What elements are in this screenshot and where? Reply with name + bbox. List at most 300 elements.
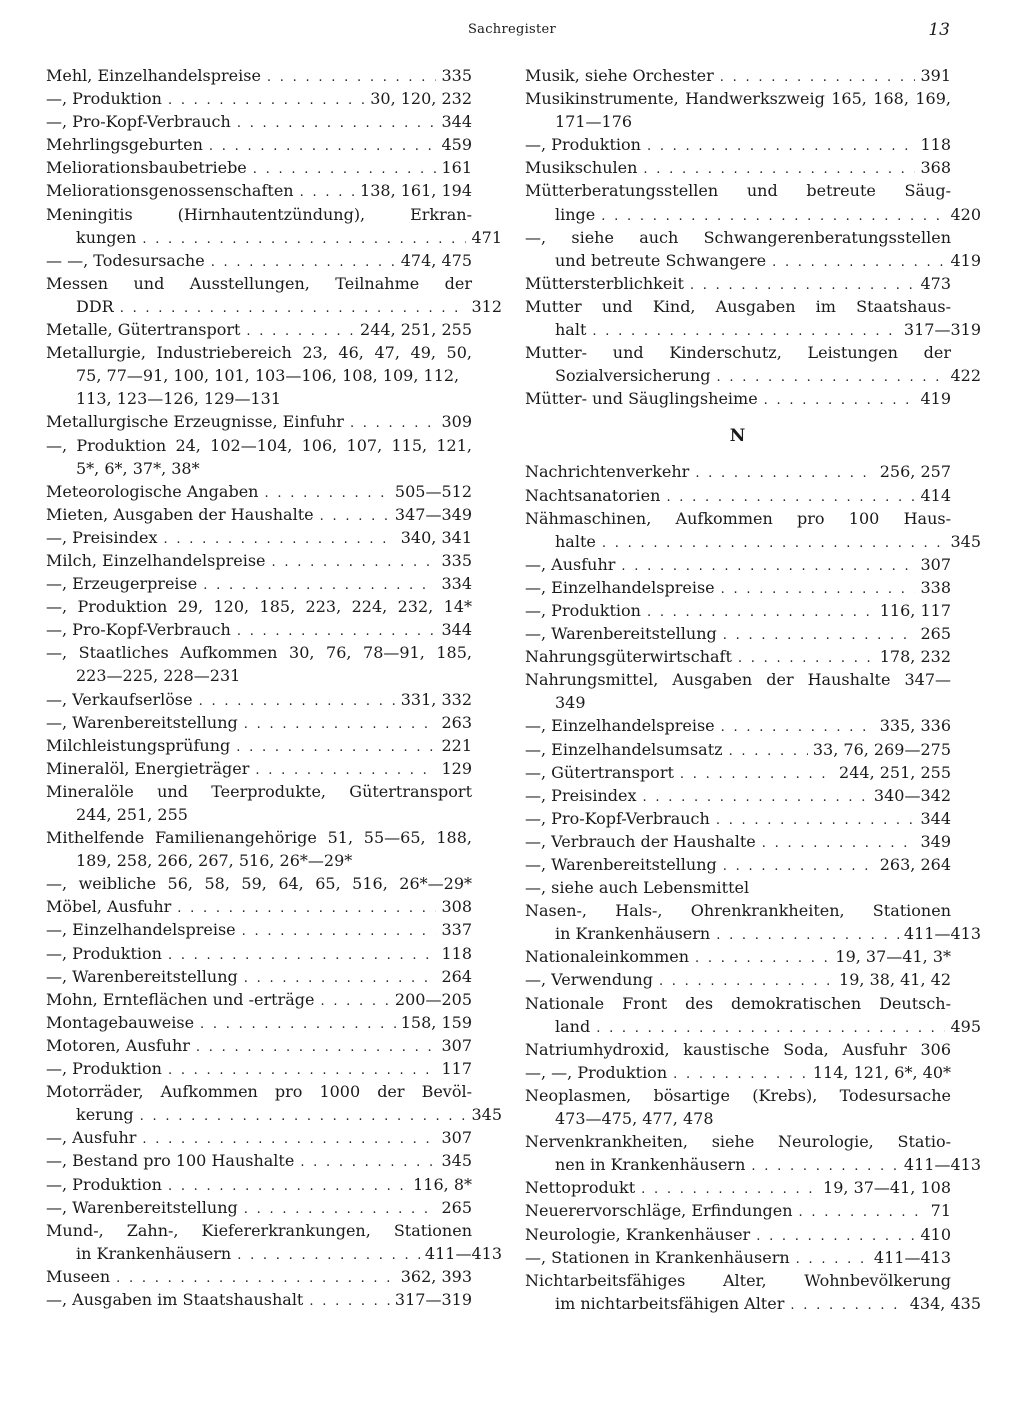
index-entry (46, 895, 472, 918)
entry-term: —, Einzelhandelspreise (525, 577, 715, 597)
index-entry (46, 1011, 472, 1034)
index-entry (46, 734, 472, 757)
dot-leader (772, 251, 945, 274)
dot-leader (680, 763, 834, 786)
entry-term: Nähmaschinen, Aufkommen pro 100 Haus- (525, 508, 951, 528)
entry-pages: 312 (471, 296, 502, 316)
entry-pages: 307 (441, 1128, 472, 1148)
dot-leader (723, 855, 875, 878)
index-entry (525, 1292, 981, 1315)
entry-pages: 337 (441, 920, 472, 940)
index-entry-line: —, siehe auch Lebensmittel (525, 878, 750, 898)
entry-term: linge (555, 204, 596, 224)
entry-term: Mutter und Kind, Ausgaben im Staatshaus- (525, 296, 951, 316)
entry-term: Metallurgische Erzeugnisse, Einfuhr (46, 412, 344, 432)
dot-leader (799, 1201, 926, 1224)
dot-leader (659, 970, 834, 993)
entry-term: —, Produktion (525, 135, 641, 155)
index-entry-line (46, 872, 472, 895)
dot-leader (716, 924, 899, 947)
entry-term: —, Preisindex (46, 527, 158, 547)
entry-term: Nahrungsmittel, Ausgaben der Haushalte 347— (525, 670, 951, 690)
entry-pages: 473 (920, 273, 951, 293)
entry-term: —, Einzelhandelspreise (525, 716, 715, 736)
index-entry (46, 249, 472, 272)
index-entry-line (525, 226, 951, 249)
index-entry (46, 64, 472, 87)
dot-leader (621, 555, 915, 578)
entry-pages: 349 (920, 831, 951, 851)
entry-term: Nachrichtenverkehr (525, 462, 690, 482)
entry-term: —, Verwendung (525, 970, 653, 990)
entry-pages: 495 (950, 1016, 981, 1036)
entry-pages: 256, 257 (879, 462, 951, 482)
entry-term: Mehrlingsgeburten (46, 135, 203, 155)
entry-pages: 308 (441, 897, 472, 917)
index-continuation-line: 5*, 6*, 37*, 38* (76, 458, 200, 478)
entry-pages: 335, 336 (879, 716, 951, 736)
entry-term: —, Warenbereitstellung (525, 624, 717, 644)
index-entry (525, 853, 951, 876)
entry-term: Natriumhydroxid, kaustische Soda, Ausfuhr 306 (525, 1039, 951, 1059)
entry-pages: 474, 475 (400, 250, 472, 270)
entry-term: —, siehe auch Schwangerenberatungsstellen (525, 227, 951, 247)
dot-leader (320, 990, 389, 1013)
dot-leader (164, 528, 396, 551)
index-entry-line (46, 341, 472, 364)
index-entry (46, 110, 472, 133)
entry-term: kungen (76, 227, 137, 247)
entry-term: halte (555, 531, 596, 551)
index-entry-line (525, 668, 951, 691)
dot-leader (244, 1198, 437, 1221)
index-entry-line (525, 1130, 951, 1153)
entry-term: Motorräder, Aufkommen pro 1000 der Bevöl- (46, 1082, 472, 1102)
entry-term: Meliorationsbaubetriebe (46, 158, 247, 178)
index-entry (525, 553, 951, 576)
dot-leader (596, 1017, 945, 1040)
index-entry (525, 272, 951, 295)
index-entry (525, 1199, 951, 1222)
entry-pages: 265 (441, 1197, 472, 1217)
index-entry-line (46, 1080, 472, 1103)
index-entry (525, 576, 951, 599)
dot-leader (246, 320, 355, 343)
index-entry-line (525, 179, 951, 202)
entry-term: Mütter- und Säuglingsheime (525, 389, 758, 409)
entry-term: Nahrungsgüterwirtschaft (525, 647, 732, 667)
entry-pages: 340—342 (873, 785, 951, 805)
entry-term: Metallurgie, Industriebereich 23, 46, 47, 49, 50, (46, 343, 472, 363)
dot-leader (647, 135, 916, 158)
dot-leader (695, 947, 830, 970)
index-entry (46, 1242, 502, 1265)
index-entry (46, 757, 472, 780)
index-entry-line (525, 899, 951, 922)
index-entry (525, 784, 951, 807)
index-entry (46, 1126, 472, 1149)
dot-leader (721, 578, 916, 601)
entry-term: in Krankenhäusern (76, 1243, 232, 1263)
index-entry-line (525, 295, 951, 318)
entry-term: Nasen-, Hals-, Ohrenkrankheiten, Stationen (525, 901, 951, 921)
index-entry-line (46, 203, 472, 226)
entry-pages: 471 (471, 227, 502, 247)
dot-leader (272, 551, 437, 574)
dot-leader (756, 1225, 915, 1248)
entry-pages: 19, 38, 41, 42 (839, 970, 951, 990)
entry-pages: 340, 341 (400, 527, 472, 547)
index-entry (46, 965, 472, 988)
index-entry (525, 622, 951, 645)
index-entry (46, 526, 472, 549)
entry-pages: 331, 332 (400, 689, 472, 709)
entry-term: Neuerervorschläge, Erfindungen (525, 1201, 793, 1221)
entry-pages: 265 (920, 624, 951, 644)
index-entry (525, 133, 951, 156)
entry-term: Meningitis (Hirnhautentzündung), Erkran- (46, 204, 472, 224)
entry-term: Nachtsanatorien (525, 485, 661, 505)
index-entry-line (46, 595, 472, 618)
dot-leader (721, 716, 875, 739)
dot-leader (199, 690, 396, 713)
index-entry-line (46, 1219, 472, 1242)
dot-leader (177, 897, 436, 920)
entry-pages: 362, 393 (400, 1266, 472, 1286)
dot-leader (140, 1105, 467, 1128)
entry-pages: 129 (441, 758, 472, 778)
index-entry (46, 618, 472, 641)
entry-term: in Krankenhäusern (555, 924, 711, 944)
entry-pages: 411—413 (873, 1247, 951, 1267)
page-number: 13 (928, 20, 950, 40)
entry-term: Motoren, Ausfuhr (46, 1035, 190, 1055)
entry-term: Metalle, Gütertransport (46, 320, 241, 340)
entry-term: halt (555, 320, 587, 340)
index-entry (46, 688, 472, 711)
index-entry (525, 830, 951, 853)
index-entry (525, 807, 951, 830)
entry-term: —, Produktion (46, 943, 162, 963)
entry-term: Nichtarbeitsfähiges Alter, Wohnbevölkerung (525, 1270, 951, 1290)
entry-pages: 263, 264 (879, 855, 951, 874)
index-column-left (46, 64, 502, 1311)
dot-leader (602, 532, 946, 555)
dot-leader (142, 1128, 436, 1151)
index-entry (46, 1288, 472, 1311)
dot-leader (695, 462, 874, 485)
dot-leader (320, 505, 390, 528)
index-entry (46, 410, 472, 433)
index-entry (525, 1223, 951, 1246)
index-entry (525, 460, 951, 483)
entry-term: und betreute Schwangere (555, 250, 767, 270)
entry-pages: 344 (441, 112, 472, 132)
entry-term: Meteorologische Angaben (46, 481, 259, 501)
entry-term: —, Preisindex (525, 785, 637, 805)
index-entry (46, 87, 472, 110)
entry-term: —, Ausfuhr (46, 1128, 137, 1148)
entry-term: —, Stationen in Krankenhäusern (525, 1247, 790, 1267)
dot-leader (309, 1290, 390, 1313)
entry-term: Mithelfende Familienangehörige 51, 55—65, 188, (46, 828, 472, 848)
dot-leader (762, 832, 916, 855)
dot-leader (647, 601, 875, 624)
entry-pages: 338 (920, 577, 951, 597)
dot-leader (601, 205, 945, 228)
entry-term: Meliorationsgenossenschaften (46, 181, 294, 201)
index-entry-line (46, 780, 472, 803)
entry-term: Milch, Einzelhandelspreise (46, 550, 266, 570)
dot-leader (237, 1244, 420, 1267)
entry-term: —, Einzelhandelspreise (46, 920, 236, 940)
index-entry (46, 918, 472, 941)
index-entry (46, 1034, 472, 1057)
dot-leader (673, 1063, 808, 1086)
entry-pages: 114, 121, 6*, 40* (812, 1062, 951, 1082)
entry-pages: 116, 117 (879, 600, 951, 620)
dot-leader (790, 1294, 904, 1317)
entry-pages: 161 (441, 158, 472, 178)
index-entry-line (525, 1038, 951, 1061)
index-entry (525, 599, 951, 622)
index-entry (525, 945, 951, 968)
index-entry-line (525, 992, 951, 1015)
dot-leader (300, 181, 355, 204)
dot-leader (764, 389, 916, 412)
index-continuation-line: 223—225, 228—231 (76, 666, 241, 686)
index-entry (46, 480, 472, 503)
index-continuation-line: 244, 251, 255 (76, 805, 188, 824)
dot-leader (666, 486, 915, 509)
entry-pages: 33, 76, 269—275 (812, 739, 951, 759)
entry-pages: 244, 251, 255 (839, 762, 951, 782)
entry-pages: 414 (920, 485, 951, 505)
index-continuation-line: 75, 77—91, 100, 101, 103—106, 108, 109, 112, (76, 366, 460, 386)
entry-term: Museen (46, 1266, 111, 1286)
dot-leader (168, 1175, 408, 1198)
entry-term: —, Pro-Kopf-Verbrauch (525, 808, 710, 828)
index-entry (46, 179, 472, 202)
entry-term: Mutter- und Kinderschutz, Leistungen der (525, 343, 951, 363)
dot-leader (267, 66, 437, 89)
entry-term: Nationale Front des demokratischen Deutsch- (525, 993, 951, 1013)
entry-pages: 391 (920, 66, 951, 85)
entry-term: Sozialversicherung (555, 366, 711, 386)
dot-leader (244, 967, 437, 990)
entry-term: Mineralöle und Teerprodukte, Gütertransport (46, 781, 472, 801)
index-entry-line (525, 1084, 951, 1107)
index-entry (525, 249, 981, 272)
index-entry (525, 1246, 951, 1269)
entry-pages: 116, 8* (413, 1174, 472, 1194)
section-letter-heading: N (729, 426, 747, 447)
page-header (0, 22, 1024, 44)
entry-term: — —, Todesursache (46, 250, 205, 270)
entry-term: —, Warenbereitstellung (46, 1197, 238, 1217)
index-entry (525, 645, 951, 668)
entry-pages: 411—413 (903, 924, 981, 944)
dot-leader (264, 482, 389, 505)
entry-term: —, Produktion (46, 1174, 162, 1194)
entry-pages: 317—319 (394, 1289, 472, 1309)
index-entry (46, 1265, 472, 1288)
index-entry (525, 968, 951, 991)
index-entry (46, 503, 472, 526)
entry-pages: 158, 159 (400, 1012, 472, 1032)
index-entry (525, 530, 981, 553)
entry-term: —, Produktion 24, 102—104, 106, 107, 115, 121, (46, 435, 472, 455)
index-entry (46, 318, 472, 341)
entry-term: Musik, siehe Orchester (525, 66, 714, 85)
entry-pages: 344 (441, 620, 472, 640)
index-entry (46, 133, 472, 156)
entry-pages: 71 (930, 1201, 951, 1221)
index-entry (46, 1173, 472, 1196)
entry-term: —, Pro-Kopf-Verbrauch (46, 620, 231, 640)
index-column-right (525, 64, 981, 1315)
entry-pages: 410 (920, 1224, 951, 1244)
dot-leader (716, 809, 916, 832)
entry-term: Musikinstrumente, Handwerkszweig 165, 168, 169, (525, 89, 951, 109)
entry-term: —, Pro-Kopf-Verbrauch (46, 112, 231, 132)
dot-leader (168, 1059, 437, 1082)
entry-term: —, Bestand pro 100 Haushalte (46, 1151, 295, 1171)
index-entry (46, 549, 472, 572)
dot-leader (720, 66, 916, 89)
entry-term: Mütterberatungsstellen und betreute Säug- (525, 181, 951, 201)
dot-leader (796, 1248, 869, 1271)
entry-pages: 335 (441, 66, 472, 85)
entry-pages: 19, 37—41, 3* (835, 947, 951, 967)
dot-leader (200, 1013, 396, 1036)
index-entry (525, 1153, 981, 1176)
index-entry (46, 988, 472, 1011)
index-entry (525, 484, 951, 507)
index-entry-line (525, 507, 951, 530)
dot-leader (690, 274, 916, 297)
dot-leader (723, 624, 916, 647)
dot-leader (244, 713, 437, 736)
dot-leader (643, 786, 869, 809)
dot-leader (641, 1178, 818, 1201)
entry-term: Neurologie, Krankenhäuser (525, 1224, 751, 1244)
index-entry (46, 295, 502, 318)
entry-term: —, Produktion (46, 89, 162, 109)
index-entry (46, 1057, 472, 1080)
entry-term: Messen und Ausstellungen, Teilnahme der (46, 273, 472, 293)
entry-term: Mieten, Ausgaben der Haushalte (46, 504, 314, 524)
dot-leader (592, 320, 899, 343)
index-entry (525, 387, 951, 410)
dot-leader (253, 158, 437, 181)
entry-term: —, weibliche 56, 58, 59, 64, 65, 516, 26*—29* (46, 874, 472, 894)
index-entry-line (46, 641, 472, 664)
entry-term: —, Einzelhandelsumsatz (525, 739, 723, 759)
entry-pages: 309 (441, 412, 472, 432)
entry-pages: 30, 120, 232 (370, 89, 472, 109)
index-entry-line (525, 341, 951, 364)
index-continuation-line: 473—475, 477, 478 (555, 1109, 714, 1129)
entry-term: —, Warenbereitstellung (525, 855, 717, 874)
entry-term: Mund-, Zahn-, Kiefererkrankungen, Stationen (46, 1220, 472, 1240)
dot-leader (242, 920, 437, 943)
index-entry (525, 1176, 951, 1199)
entry-term: Mineralöl, Energieträger (46, 758, 250, 778)
entry-pages: 19, 37—41, 108 (823, 1178, 951, 1198)
entry-term: —, Verkaufserlöse (46, 689, 193, 709)
dot-leader (196, 1036, 437, 1059)
index-entry (525, 364, 981, 387)
entry-pages: 411—413 (424, 1243, 502, 1263)
entry-pages: 118 (920, 135, 951, 155)
index-entry (46, 711, 472, 734)
entry-pages: 117 (441, 1059, 472, 1079)
dot-leader (300, 1151, 436, 1174)
entry-term: Mehl, Einzelhandelspreise (46, 66, 261, 85)
entry-pages: 178, 232 (879, 647, 951, 667)
entry-term: —, Warenbereitstellung (46, 966, 238, 986)
index-entry (525, 318, 981, 341)
entry-term: —, Produktion 29, 120, 185, 223, 224, 232, 14* (46, 597, 472, 617)
index-entry (525, 761, 951, 784)
entry-pages: 317—319 (903, 320, 981, 340)
dot-leader (209, 135, 437, 158)
entry-term: —, Erzeugerpreise (46, 574, 198, 594)
entry-pages: 411—413 (903, 1155, 981, 1175)
index-entry (46, 942, 472, 965)
entry-pages: 263 (441, 712, 472, 732)
entry-term: Nationaleinkommen (525, 947, 690, 967)
entry-term: —, Ausgaben im Staatshaushalt (46, 1289, 304, 1309)
index-entry (525, 1061, 951, 1084)
entry-pages: 118 (441, 943, 472, 963)
dot-leader (237, 112, 437, 135)
index-continuation-line: 113, 123—126, 129—131 (76, 389, 282, 409)
entry-term: im nichtarbeitsfähigen Alter (555, 1293, 785, 1313)
entry-pages: 221 (441, 735, 472, 755)
dot-leader (751, 1155, 899, 1178)
entry-pages: 347—349 (394, 504, 472, 524)
index-entry (525, 922, 981, 945)
dot-leader (142, 228, 466, 251)
entry-term: —, Warenbereitstellung (46, 712, 238, 732)
entry-term: —, Staatliches Aufkommen 30, 76, 78—91, 185, (46, 643, 472, 663)
index-entry-line (525, 87, 951, 110)
dot-leader (738, 647, 875, 670)
dot-leader (350, 412, 437, 435)
index-entry-line (46, 434, 472, 457)
entry-term: —, Produktion (525, 600, 641, 620)
entry-pages: 419 (950, 250, 981, 270)
entry-term: Nettoprodukt (525, 1178, 636, 1198)
entry-term: land (555, 1016, 591, 1036)
index-continuation-line: 171—176 (555, 112, 633, 132)
index-entry-line (46, 826, 472, 849)
entry-pages: 459 (441, 135, 472, 155)
entry-pages: 307 (920, 554, 951, 574)
entry-term: —, Gütertransport (525, 762, 674, 782)
entry-pages: 307 (441, 1035, 472, 1055)
index-continuation-line: 189, 258, 266, 267, 516, 26*—29* (76, 851, 353, 871)
entry-pages: 419 (920, 389, 951, 409)
index-entry (525, 738, 951, 761)
index-entry-line (46, 272, 472, 295)
entry-term: Müttersterblichkeit (525, 273, 684, 293)
index-entry (525, 714, 951, 737)
entry-term: —, Verbrauch der Haushalte (525, 831, 756, 851)
dot-leader (255, 759, 436, 782)
